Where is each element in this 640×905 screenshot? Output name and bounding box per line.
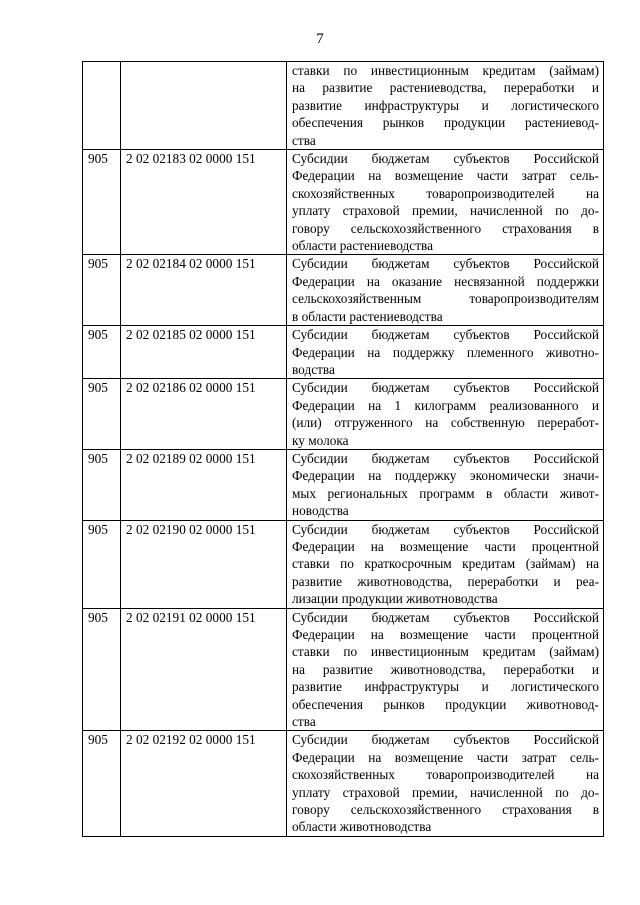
- description-cell: [287, 150, 604, 255]
- description-line: Субсидии бюджетам субъектов Российской: [292, 732, 599, 748]
- table-row: [83, 731, 604, 836]
- revenue-code-cell: 2 02 02189 02 0000 151: [121, 449, 287, 520]
- table-row: [83, 255, 604, 326]
- description-cell: [287, 62, 604, 150]
- table-row: [83, 520, 604, 608]
- table-row: [83, 449, 604, 520]
- revenue-code-cell: 2 02 02184 02 0000 151: [121, 255, 287, 326]
- description-line: Субсидии бюджетам субъектов Российской: [292, 151, 599, 167]
- description-line: говору сельскохозяйственного страхования в: [292, 802, 599, 818]
- revenue-code-cell: 2 02 02190 02 0000 151: [121, 520, 287, 608]
- description-line: Федерации на 1 килограмм реализованного и: [292, 397, 599, 413]
- description-cell: [287, 449, 604, 520]
- description-line: на развитие животноводства, переработки и: [292, 661, 599, 677]
- description-line: говору сельскохозяйственного страхования в: [292, 220, 599, 236]
- revenue-code-cell: [121, 62, 287, 150]
- description-line: Федерации на возмещение части процентной: [292, 538, 599, 554]
- revenue-code-cell: 2 02 02186 02 0000 151: [121, 379, 287, 450]
- admin-code-cell: 905: [83, 520, 121, 608]
- description-cell: [287, 731, 604, 836]
- description-line: ставки по инвестиционным кредитам (займам): [292, 63, 599, 78]
- description-cell: [287, 379, 604, 450]
- description-line: Федерации на оказание несвязанной поддержки: [292, 273, 599, 289]
- description-line: Федерации на возмещение части процентной: [292, 627, 599, 642]
- description-line: на развитие растениеводства, переработки и: [292, 80, 599, 96]
- description-cell: [287, 608, 604, 731]
- description-line: Федерации на поддержку экономически значи-: [292, 468, 599, 484]
- admin-code-cell: 905: [83, 255, 121, 326]
- description-line: Субсидии бюджетам субъектов Российской: [292, 521, 599, 537]
- description-line: развитие животноводства, переработки и реа-: [292, 573, 599, 589]
- description-line: водства: [292, 361, 335, 377]
- revenue-code-cell: 2 02 02191 02 0000 151: [121, 608, 287, 731]
- admin-code-cell: [83, 62, 121, 150]
- description-line: в области растениеводства: [292, 308, 443, 324]
- budget-classification-table: [82, 61, 604, 837]
- description-line: Субсидии бюджетам субъектов Российской: [292, 380, 599, 396]
- table-row: [83, 62, 604, 150]
- description-line: лизации продукции животноводства: [292, 591, 498, 607]
- description-line: скохозяйственных товаропроизводителей на: [292, 767, 599, 783]
- description-cell: [287, 326, 604, 379]
- description-line: ку молока: [292, 432, 349, 448]
- admin-code-cell: 905: [83, 608, 121, 731]
- description-line: ставки по инвестиционным кредитам (займам): [292, 644, 599, 660]
- table-row: [83, 326, 604, 379]
- revenue-code-cell: 2 02 02185 02 0000 151: [121, 326, 287, 379]
- description-line: мых региональных программ в области живот-: [292, 485, 599, 501]
- description-line: области растениеводства: [292, 238, 434, 254]
- description-line: Субсидии бюджетам субъектов Российской: [292, 256, 599, 272]
- page-number: 7: [316, 31, 324, 47]
- description-line: Субсидии бюджетам субъектов Российской: [292, 327, 599, 343]
- description-cell: [287, 520, 604, 608]
- description-line: Федерации на поддержку племенного животно-: [292, 344, 599, 360]
- description-line: (или) отгруженного на собственную переработ-: [292, 415, 599, 431]
- admin-code-cell: 905: [83, 449, 121, 520]
- description-line: Федерации на возмещение части затрат сель-: [292, 168, 599, 184]
- description-line: ства: [292, 714, 316, 730]
- description-line: развитие инфраструктуры и логистического: [292, 679, 599, 695]
- description-line: развитие инфраструктуры и логистического: [292, 97, 599, 113]
- description-line: Федерации на возмещение части затрат сель-: [292, 749, 599, 765]
- description-line: сельскохозяйственным товаропроизводителям: [292, 291, 599, 307]
- revenue-code-cell: 2 02 02183 02 0000 151: [121, 150, 287, 255]
- admin-code-cell: 905: [83, 379, 121, 450]
- description-line: Субсидии бюджетам субъектов Российской: [292, 609, 599, 625]
- admin-code-cell: 905: [83, 731, 121, 836]
- description-line: ставки по краткосрочным кредитам (займам) на: [292, 556, 599, 572]
- description-line: области животноводства: [292, 819, 432, 835]
- table-body: [83, 62, 604, 837]
- description-line: новодства: [292, 503, 349, 519]
- table-row: [83, 608, 604, 731]
- revenue-code-cell: 2 02 02192 02 0000 151: [121, 731, 287, 836]
- description-line: ства: [292, 132, 316, 148]
- admin-code-cell: 905: [83, 326, 121, 379]
- admin-code-cell: 905: [83, 150, 121, 255]
- table-row: [83, 379, 604, 450]
- description-line: скохозяйственных товаропроизводителей на: [292, 185, 599, 201]
- description-line: уплату страховой премии, начисленной по до-: [292, 203, 599, 219]
- description-cell: [287, 255, 604, 326]
- description-line: обеспечения рынков продукции животновод-: [292, 696, 599, 712]
- description-line: обеспечения рынков продукции растениевод-: [292, 115, 599, 131]
- description-line: Субсидии бюджетам субъектов Российской: [292, 450, 599, 466]
- description-line: уплату страховой премии, начисленной по до-: [292, 784, 599, 800]
- table-row: [83, 150, 604, 255]
